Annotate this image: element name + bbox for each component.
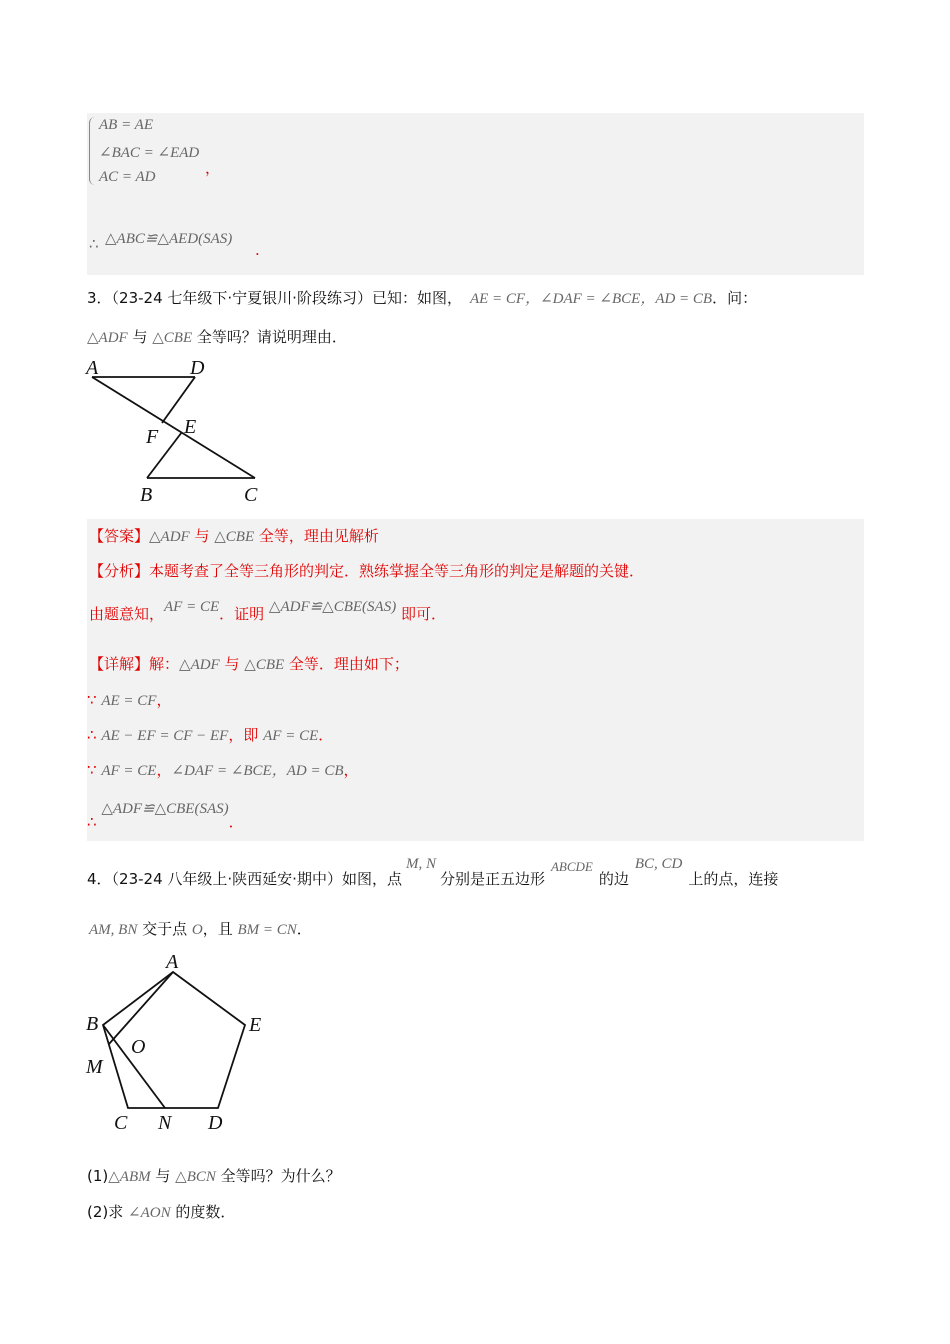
ask-text: ．问： — [712, 289, 758, 307]
step-3 — [87, 759, 359, 780]
points-mn: M, N — [405, 856, 436, 872]
text-4: 交于点 — [137, 920, 192, 938]
label-A: A — [166, 951, 179, 973]
question-4-line-1 — [87, 856, 779, 889]
step-2-mid: ，即 — [228, 726, 264, 744]
question-source: （23-24 八年级上·陕西延安·期中）如图，点 — [111, 870, 402, 888]
step-2-math-b: AF = CE — [263, 728, 319, 744]
label-D: D — [190, 357, 205, 379]
known-text: 由题意知， — [89, 605, 165, 623]
with-text: 与 — [150, 1167, 176, 1185]
triangle-abm: △ABM — [108, 1169, 151, 1185]
given-math: AE = CF，∠DAF = ∠BCE，AD = CB — [469, 291, 713, 307]
sub-text-2a: 求 — [108, 1203, 129, 1221]
label-E: E — [249, 1014, 262, 1036]
system-comma: ， — [205, 159, 221, 177]
detail-line — [89, 653, 409, 674]
text-5: ，且 — [202, 920, 238, 938]
step-1 — [87, 689, 171, 710]
question-source: （23-24 七年级下·宁夏银川·阶段练习）已知：如图， — [111, 289, 462, 307]
sub-number-1: (1) — [87, 1167, 109, 1185]
detail-text: 解： — [149, 655, 180, 673]
question-3-line-1 — [87, 287, 757, 308]
answer-text: 全等，理由见解析 — [254, 527, 379, 545]
conclusion-math: △ABC≌△AED(SAS) — [105, 231, 233, 247]
answer-tag: 【答案】 — [89, 527, 150, 545]
answer-math-2: △CBE — [214, 529, 255, 545]
known-math: AF = CE — [164, 599, 220, 615]
label-E: E — [184, 416, 197, 438]
prove-math: △ADF≌△CBE(SAS) — [268, 599, 397, 615]
sub-question-1 — [87, 1165, 341, 1186]
label-B: B — [140, 484, 153, 506]
because-symbol: ∵ — [87, 761, 97, 779]
label-D: D — [208, 1112, 223, 1134]
system-eq-1: AB = AE — [99, 117, 154, 133]
sub-text-2b: 的度数． — [170, 1203, 236, 1221]
known-line — [89, 599, 446, 624]
label-C: C — [114, 1112, 128, 1134]
prove-text: ．证明 — [219, 605, 269, 623]
step-4-tail: ． — [228, 813, 244, 831]
analysis-line — [89, 560, 644, 581]
condition: BM = CN — [237, 922, 297, 938]
label-M: M — [86, 1056, 103, 1078]
step-3-tail: ， — [343, 761, 359, 779]
system-brace — [89, 117, 96, 185]
step-1-tail: ， — [156, 691, 172, 709]
point-o: O — [191, 922, 203, 938]
question-3-line-2 — [87, 326, 347, 347]
label-F: F — [146, 426, 159, 448]
answer-math-1: △ADF — [149, 529, 190, 545]
step-2 — [87, 724, 333, 745]
step-4 — [87, 797, 244, 831]
question-number: 4． — [87, 870, 112, 888]
detail-math-1: △ADF — [179, 657, 220, 673]
detail-tail: 全等．理由如下； — [284, 655, 409, 673]
with-text: 与 — [127, 328, 153, 346]
sub-question-2 — [87, 1201, 235, 1222]
question-4-line-2 — [89, 918, 312, 939]
suffice-text: 即可． — [396, 605, 446, 623]
therefore-symbol: ∴ — [87, 813, 97, 831]
label-C: C — [244, 484, 258, 506]
solution-box-q2 — [87, 113, 864, 275]
sub-text-1: 全等吗？为什么？ — [215, 1167, 341, 1185]
text-6: ． — [296, 920, 312, 938]
label-B: B — [86, 1013, 99, 1035]
step-1-math: AE = CF — [101, 693, 157, 709]
sub-number-2: (2) — [87, 1203, 109, 1221]
question-text: 全等吗？请说明理由． — [192, 328, 347, 346]
detail-tag: 【详解】 — [89, 655, 150, 673]
lines-am-bn: AM, BN — [89, 922, 138, 938]
label-O: O — [131, 1036, 146, 1058]
because-symbol: ∵ — [87, 691, 97, 709]
detail-math-2: △CBE — [244, 657, 285, 673]
label-A: A — [86, 357, 99, 379]
answer-with: 与 — [189, 527, 215, 545]
step-2-math: AE − EF = CF − EF — [101, 728, 229, 744]
analysis-tag: 【分析】 — [89, 562, 150, 580]
pentagon-name: ABCDE — [550, 859, 593, 874]
figure-q3 — [80, 355, 280, 510]
step-4-math: △ADF≌△CBE(SAS) — [101, 801, 229, 817]
triangle-bcn: △BCN — [175, 1169, 216, 1185]
triangle-cbe: △CBE — [152, 330, 193, 346]
text-3: 上的点，连接 — [688, 870, 779, 888]
step-2-tail: ． — [318, 726, 334, 744]
conclusion-dot: . — [255, 241, 260, 259]
step-3-math: AF = CE — [101, 763, 157, 779]
triangle-adf: △ADF — [87, 330, 128, 346]
answer-line — [89, 525, 379, 546]
system-eq-2: ∠BAC = ∠EAD — [99, 145, 200, 161]
text-1: 分别是正五边形 — [439, 870, 545, 888]
figure-q4 — [80, 945, 290, 1140]
angle-aon: ∠AON — [128, 1205, 171, 1221]
therefore-symbol: ∴ — [87, 726, 97, 744]
detail-with: 与 — [219, 655, 245, 673]
analysis-text: 本题考查了全等三角形的判定．熟练掌握全等三角形的判定是解题的关键． — [149, 562, 645, 580]
solution-box-q3 — [87, 519, 864, 841]
therefore-symbol: ∴ — [89, 235, 99, 253]
sides-bc-cd: BC, CD — [634, 856, 683, 872]
question-number: 3． — [87, 289, 112, 307]
label-N: N — [158, 1112, 172, 1134]
step-3-mid: ， — [156, 761, 172, 779]
system-eq-3: AC = AD — [99, 169, 156, 185]
step-3-math-b: ∠DAF = ∠BCE，AD = CB — [171, 763, 344, 779]
text-2: 的边 — [598, 870, 629, 888]
